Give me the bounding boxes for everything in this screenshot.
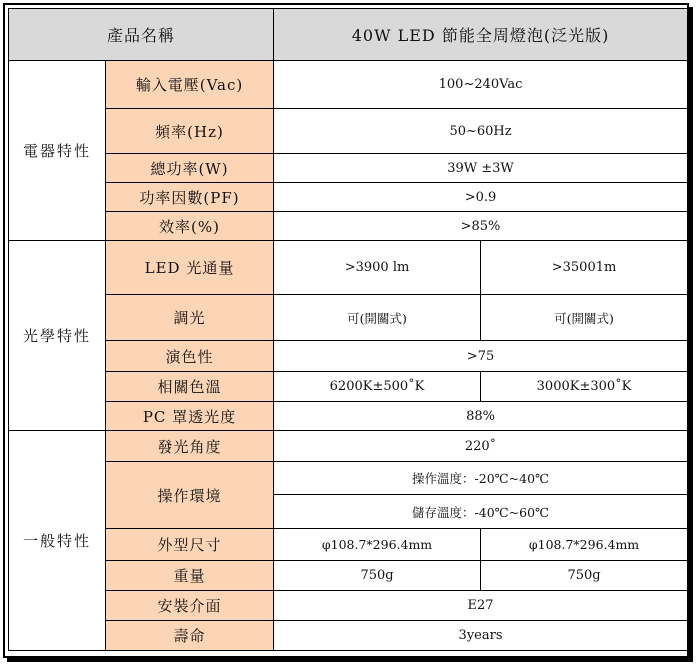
label-base: 安裝介面: [106, 591, 274, 621]
label-dimming: 調光: [106, 295, 274, 341]
label-lifetime: 壽命: [106, 621, 274, 651]
value-dimensions-a: φ108.7*296.4mm: [274, 529, 481, 561]
value-efficiency: >85%: [274, 212, 688, 241]
table-row: [9, 212, 688, 241]
value-pc-transmittance: 88%: [274, 402, 688, 431]
product-name-value: 40W LED 節能全周燈泡(泛光版): [274, 9, 688, 61]
section-optical: 光學特性: [9, 241, 106, 431]
product-name-label: 產品名稱: [9, 9, 274, 61]
spec-table: [8, 8, 688, 651]
table-row: [9, 372, 688, 402]
label-dimensions: 外型尺寸: [106, 529, 274, 561]
table-row: [9, 295, 688, 341]
value-weight-a: 750g: [274, 561, 481, 591]
table-row: [9, 61, 688, 109]
section-general: 一般特性: [9, 431, 106, 651]
value-total-power: 39W ±3W: [274, 154, 688, 183]
table-row: [9, 591, 688, 621]
table-row: [9, 529, 688, 561]
label-frequency: 頻率(Hz): [106, 109, 274, 154]
value-operating-temp: 操作溫度：-20℃~40℃: [274, 462, 688, 495]
label-efficiency: 效率(%): [106, 212, 274, 241]
label-power-factor: 功率因數(PF): [106, 183, 274, 212]
value-base: E27: [274, 591, 688, 621]
value-lifetime: 3years: [274, 621, 688, 651]
label-cri: 演色性: [106, 341, 274, 372]
table-row: [9, 109, 688, 154]
value-input-voltage: 100~240Vac: [274, 61, 688, 109]
value-luminous-flux-a: >3900 lm: [274, 241, 481, 295]
value-cri: >75: [274, 341, 688, 372]
value-beam-angle: 220˚: [274, 431, 688, 462]
value-weight-b: 750g: [481, 561, 688, 591]
table-row: [9, 462, 688, 495]
table-row: [9, 402, 688, 431]
table-row: [9, 621, 688, 651]
value-cct-b: 3000K±300˚K: [481, 372, 688, 402]
table-row: [9, 154, 688, 183]
value-frequency: 50~60Hz: [274, 109, 688, 154]
table-row: [9, 561, 688, 591]
label-total-power: 總功率(W): [106, 154, 274, 183]
value-luminous-flux-b: >35001m: [481, 241, 688, 295]
section-electrical: 電器特性: [9, 61, 106, 241]
value-storage-temp: 儲存溫度：-40℃~60℃: [274, 495, 688, 529]
value-dimming-a: 可(開關式): [274, 295, 481, 341]
table-row: [9, 341, 688, 372]
table-row: [9, 183, 688, 212]
label-luminous-flux: LED 光通量: [106, 241, 274, 295]
value-power-factor: >0.9: [274, 183, 688, 212]
value-dimming-b: 可(開關式): [481, 295, 688, 341]
table-row: [9, 431, 688, 462]
label-pc-transmittance: PC 罩透光度: [106, 402, 274, 431]
label-environment: 操作環境: [106, 462, 274, 529]
value-cct-a: 6200K±500˚K: [274, 372, 481, 402]
label-beam-angle: 發光角度: [106, 431, 274, 462]
label-weight: 重量: [106, 561, 274, 591]
header-row: [9, 9, 688, 61]
label-input-voltage: 輸入電壓(Vac): [106, 61, 274, 109]
table-row: [9, 241, 688, 295]
value-dimensions-b: φ108.7*296.4mm: [481, 529, 688, 561]
label-cct: 相關色溫: [106, 372, 274, 402]
